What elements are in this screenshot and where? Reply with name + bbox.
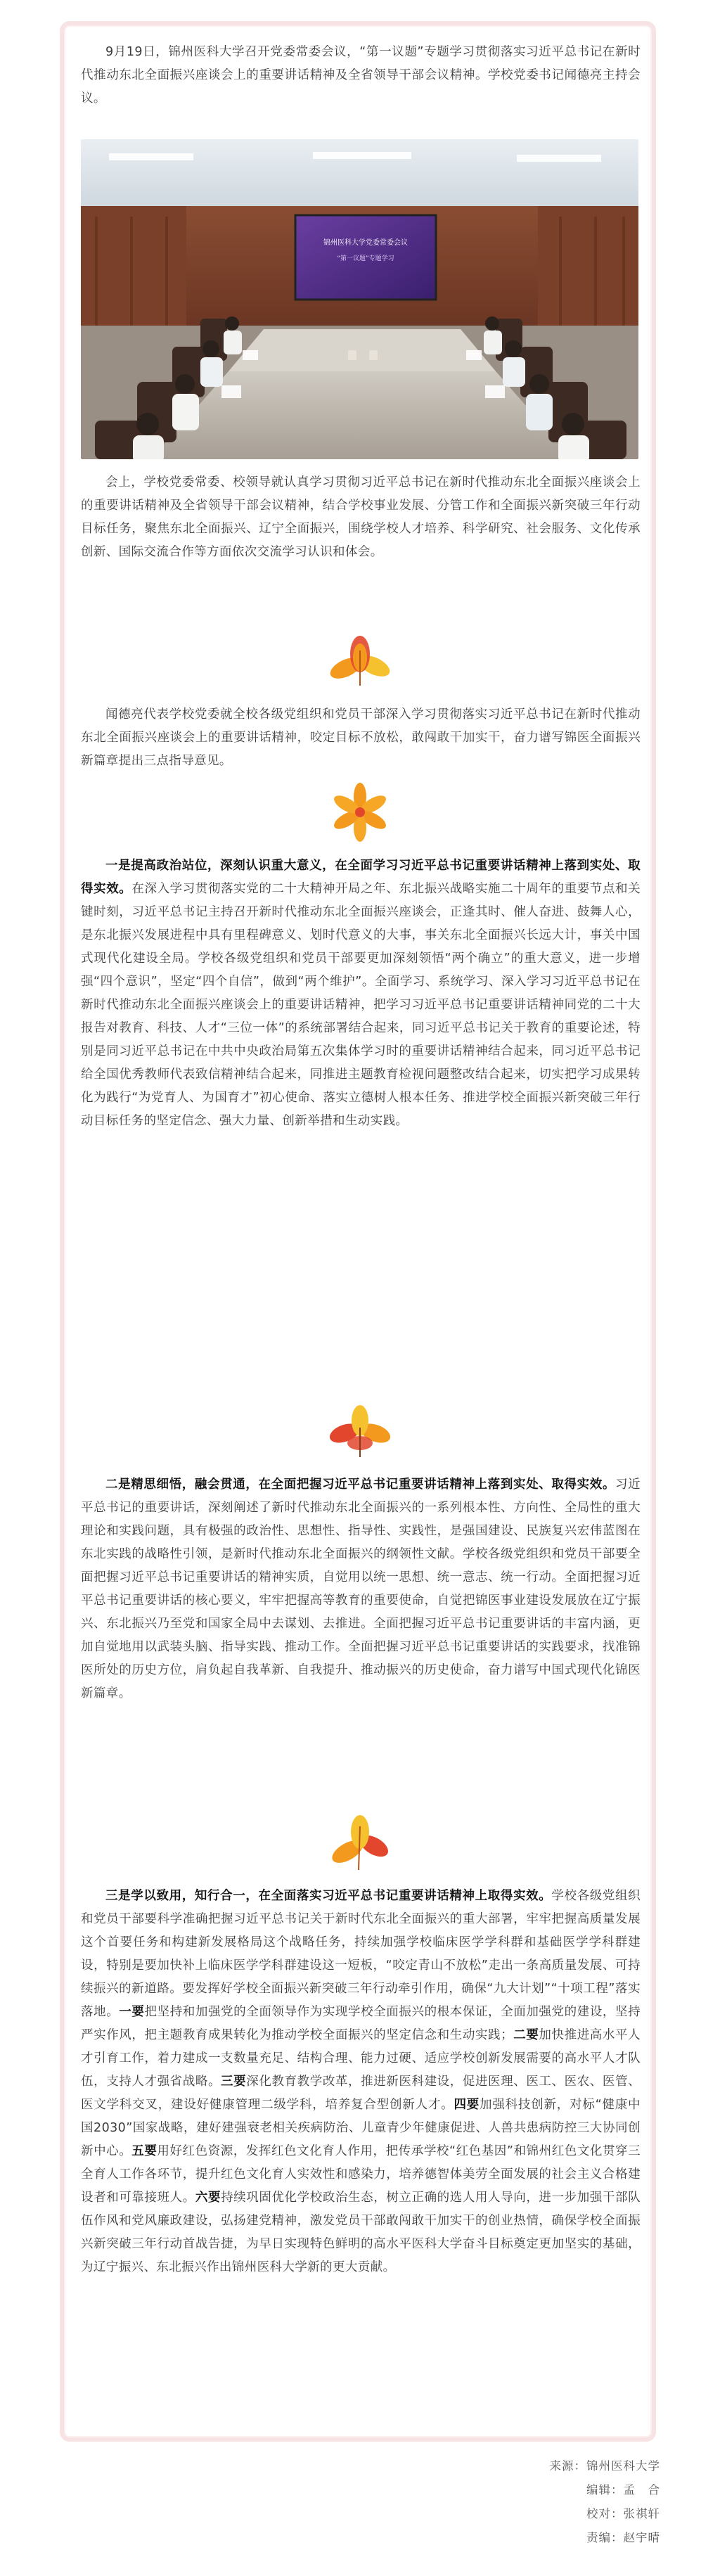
point-three-item-6-label: 六要 xyxy=(195,2191,221,2205)
point-three-body-f: 用好红色资源，发挥红色文化育人作用，把传承学校“红色基因”和锦州红色文化贯穿三全育人工作各环节，提升红色文化育人实效性和感染力，培养德智体美劳全面发展的社会主义合格建设者和可靠接班人。 xyxy=(81,2144,641,2205)
point-three-body-c: 加快推进高水平人才引育工作，着力建成一支数量充足、结构合理、能力过硬、适应学校创新发展需要的高水平人才队伍，支持人才强省战略。 xyxy=(81,2028,641,2089)
intro-section xyxy=(81,41,641,110)
responsible-editor-credit: 责编：赵宇晴 xyxy=(586,2531,660,2544)
point-three-body-d: 深化教育教学改革，推进新医科建设，促进医理、医工、医农、医管、医文学科交叉，建设好健康管理二级学科，培养复合型创新人才。 xyxy=(81,2075,641,2112)
point-two-section xyxy=(81,1473,641,1705)
point-three-body-b: 把坚持和加强党的全面领导作为实现学校全面振兴的根本保证，全面加强党的建设，坚持严实作风，把主题教育成果转化为推动学校全面振兴的坚定信念和生动实践； xyxy=(81,2005,641,2042)
meeting-paragraph: 会上，学校党委常委、校领导就认真学习贯彻习近平总书记在新时代推动东北全面振兴座谈会上的重要讲话精神及全省领导干部会议精神，结合学校事业发展、分管工作和全面振兴新突破三年行动目标任务，聚焦东北全面振兴、辽宁全面振兴，围绕学校人才培养、科学研究、社会服务、文化传承创新、国际交流合作等方面依次交流学习认识和体会。 xyxy=(81,475,641,559)
point-three-item-3-label: 三要 xyxy=(221,2075,247,2089)
editor-credit: 编辑：孟 合 xyxy=(586,2483,660,2497)
point-one-section xyxy=(81,854,641,1133)
autumn-leaf-divider-icon xyxy=(318,781,402,844)
point-three-item-4-label: 四要 xyxy=(454,2098,480,2112)
point-three-paragraph xyxy=(81,1885,641,2279)
point-three-item-5-label: 五要 xyxy=(131,2144,158,2158)
intro-paragraph: 9月19日，锦州医科大学召开党委常委会议，“第一议题”专题学习贯彻落实习近平总书记在新时代推动东北全面振兴座谈会上的重要讲话精神及全省领导干部会议精神。学校党委书记闻德亮主持会议。 xyxy=(81,45,641,105)
point-three-section xyxy=(81,1885,641,2279)
meeting-section xyxy=(81,471,641,564)
point-one-paragraph xyxy=(81,854,641,1133)
point-three-body-a: 学校各级党组织和党员干部要科学准确把握习近平总书记关于新时代东北全面振兴的重大部署，牢牢把握高质量发展这个首要任务和构建新发展格局这个战略任务，持续加强学校临床医学学科群和基础医学学科群建设，特别是要加快补上临床医学学科群建设这一短板，“咬定青山不放松”走出一条高质量发展、可持续振兴的新道路。要发挥好学校全面振兴新突破三年行动牵引作用，确保“九大计划”“十项工程”落实落地。 xyxy=(81,1889,641,2019)
credits-footer xyxy=(449,2454,660,2550)
point-three-body-e: 加强科技创新，对标“健康中国2030”国家战略，建好建强衰老相关疾病防治、儿童青少年健康促进、人兽共患病防控三大协同创新中心。 xyxy=(81,2098,641,2158)
point-one-body: 在深入学习贯彻落实党的二十大精神开局之年、东北振兴战略实施二十周年的重要节点和关键时刻，习近平总书记主持召开新时代推动东北全面振兴座谈会，正逢其时、催人奋进、鼓舞人心，是东北振兴发展进程中具有里程碑意义、划时代意义的大事，事关东北全面振兴长远大计，事关中国式现代化建设全局。学校各级党组织和党员干部要更加深刻领悟“两个确立”的重大意义，进一步增强“四个意识”，坚定“四个自信”，做到“两个维护”。全面学习、系统学习、深入学习习近平总书记在新时代推动东北全面振兴座谈会上的重要讲话精神，把学习习近平总书记重要讲话精神同党的二十大报告对教育、科技、人才“三位一体”的系统部署结合起来，同习近平总书记关于教育的重要论述，特别是同习近平总书记在中共中央政治局第五次集体学习时的重要讲话精神结合起来，同习近平总书记给全国优秀教师代表致信精神结合起来，同推进主题教育检视问题整改结合起来，切实把学习成果转化为践行“为党育人、为国育才”初心使命、落实立德树人根本任务、推进学校全面振兴新突破三年行动目标任务的坚定信念、强大力量、创新举措和生动实践。 xyxy=(81,882,641,1128)
maple-leaves-divider-icon xyxy=(318,1399,402,1463)
point-one-title: 一是提高政治站位，深刻认识重大意义，在全面学习习近平总书记重要讲话精神上落到实处、取得实效。 xyxy=(81,859,641,896)
point-three-item-2-label: 二要 xyxy=(513,2028,539,2042)
point-three-title: 三是学以致用，知行合一，在全面落实习近平总书记重要讲话精神上取得实效。 xyxy=(105,1889,552,1903)
requirements-paragraph: 闻德亮代表学校党委就全校各级党组织和党员干部深入学习贯彻落实习近平总书记在新时代推动东北全面振兴座谈会上的重要讲话精神，咬定目标不放松，敢闯敢干加实干，奋力谱写锦医全面振兴新篇章提出三点指导意见。 xyxy=(81,707,641,768)
screen-title: 锦州医科大学党委常委会议 xyxy=(323,239,408,247)
autumn-leaves-divider-icon-2 xyxy=(318,1811,402,1874)
point-three-body-g: 持续巩固优化学校政治生态，树立正确的选人用人导向，进一步加强干部队伍作风和党风廉政建设，弘扬建党精神，激发党员干部敢闯敢干加实干的创业热情，确保学校全面振兴新突破三年行动首战告捷，为早日实现特色鲜明的高水平医科大学奋斗目标奠定更加坚实的基础，为辽宁振兴、东北振兴作出锦州医科大学新的更大贡献。 xyxy=(81,2191,641,2274)
point-two-paragraph xyxy=(81,1473,641,1705)
point-two-body: 习近平总书记的重要讲话，深刻阐述了新时代推动东北全面振兴的一系列根本性、方向性、全局性的重大理论和实践问题，具有极强的政治性、思想性、指导性、实践性，是强国建设、民族复兴宏伟蓝图在东北实践的战略性引领，是新时代推动东北全面振兴的纲领性文献。学校各级党组织和党员干部要全面把握习近平总书记重要讲话的精神实质，自觉用以统一思想、统一意志、统一行动。全面把握习近平总书记重要讲话的核心要义，牢牢把握高等教育的重要使命，自觉把锦医事业建设发展放在辽宁振兴、东北振兴乃至党和国家全局中去谋划、去推进。全面把握习近平总书记重要讲话的丰富内涵，更加自觉地用以武装头脑、指导实践、推动工作。全面把握习近平总书记重要讲话的实践要求，找准锦医所处的历史方位，肩负起自我革新、自我提升、推动振兴的历史使命，奋力谱写中国式现代化锦医新篇章。 xyxy=(81,1478,641,1700)
point-three-item-1-label: 一要 xyxy=(119,2005,145,2019)
proofreader-credit: 校对：张祺轩 xyxy=(586,2507,660,2520)
requirements-section xyxy=(81,703,641,773)
meeting-photo[interactable] xyxy=(81,139,638,459)
autumn-leaves-divider-icon xyxy=(318,629,402,693)
point-two-title: 二是精思细悟，融会贯通，在全面把握习近平总书记重要讲话精神上落到实处、取得实效。 xyxy=(105,1478,615,1492)
source-credit: 来源：锦州医科大学 xyxy=(549,2459,660,2473)
screen-subtitle: “第一议题”专题学习 xyxy=(337,255,394,262)
